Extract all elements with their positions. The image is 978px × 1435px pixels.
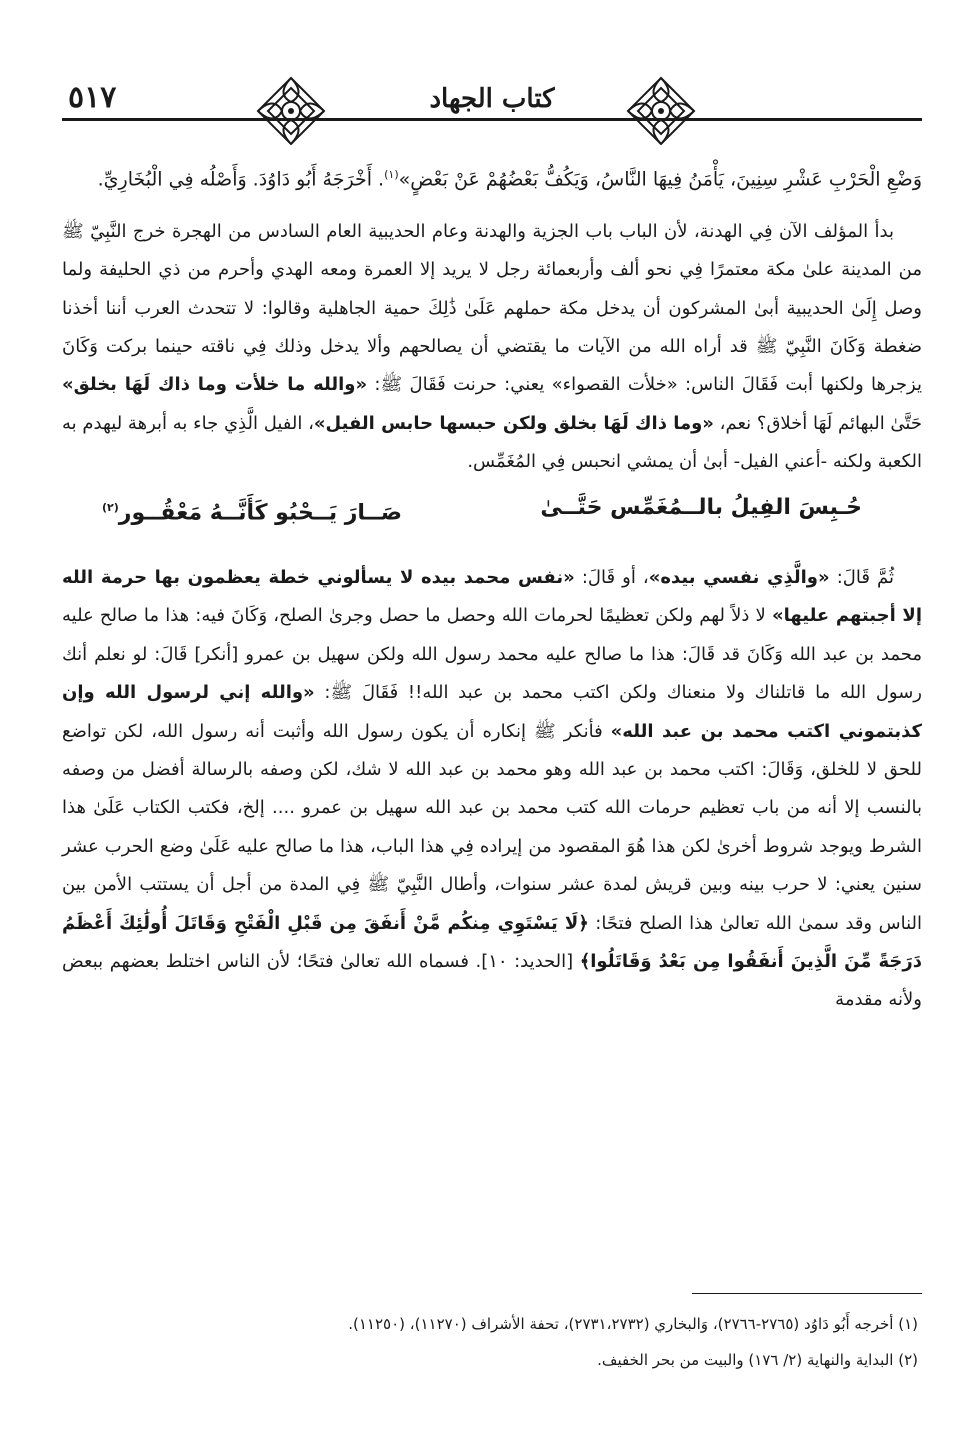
hadith-tail-paragraph: [62, 156, 922, 199]
page-number: ٥١٧: [68, 80, 117, 115]
quran-verse: ﴿لَا يَسْتَوِي مِنكُم مَّنْ أَنفَقَ مِن قَبْلِ الْفَتْحِ وَقَاتَلَ أُولَٰئِكَ أَعْظَمُ دَرَجَةً مِّنَ الَّذِينَ أَنفَقُوا مِن بَعْدُ وَقَاتَلُوا﴾: [62, 912, 922, 972]
ornament-right-icon: [624, 74, 698, 148]
footnotes: [62, 1306, 918, 1378]
poem-verse: [62, 482, 922, 533]
running-title: كتاب الجهاد: [429, 84, 555, 114]
commentary-paragraph-1: [62, 213, 922, 482]
paragraph-text: لا ذلاً لهم ولكن تعظيمًا لحرمات الله وحصل ما حصل وجرىٰ الصلح، وَكَانَ فيه: هذا ما صالح عليه محمد بن عبد الله وَكَانَ قد قَالَ: هذا ما صالح عليه محمد رسول الله ولكن سهيل بن عمرو [أنكر] قَالَ: لو نعلم أنك رسول الله ما قاتلناك ولا منعناك ولكن اكتب محمد بن عبد الله!! فَقَالَ ﷺ:: [62, 605, 922, 704]
paragraph-text: ، الفيل الَّذِي جاء به أبرهة ليهدم به الكعبة ولكنه -أعني الفيل- أبىٰ أن يمشي انحبس فِي المُغَمِّس.: [62, 412, 922, 473]
hadith-source: . أَخْرَجَهُ أَبُو دَاوُدَ. وَأَصْلُه فِي الْبُخَارِيِّ.: [97, 168, 385, 191]
page-body: [62, 156, 922, 1020]
page-header: [62, 80, 922, 142]
paragraph-text: حَتَّىٰ البهائم لَهَا أخلاق؟ نعم،: [713, 412, 922, 434]
header-rule: [62, 118, 922, 121]
footnote-ref-1: (١): [384, 168, 399, 181]
commentary-paragraph-2: [62, 559, 922, 1020]
quote-text: «والله ما خلأت وما ذاك لَهَا بخلق»: [62, 374, 368, 396]
footnote-ref-2: (٢): [102, 500, 119, 514]
quote-text: «وما ذاك لَهَا بخلق ولكن حبسها حابس الفيل»: [313, 412, 714, 434]
poem-first-hemistich: حُـبِسَ الفِيلُ بالــمُغَمِّس حَتَّــىٰ: [540, 494, 862, 520]
paragraph-text: ، أو قَالَ:: [574, 566, 649, 588]
quran-reference: [الحديد: ١٠]: [481, 950, 580, 972]
footnote-1: (١) أخرجه أَبُو دَاوُد (٢٧٦٥-٢٧٦٦)، وَالبخاري (٢٧٣١،٢٧٣٢)، تحفة الأشراف (١١٢٧٠)، (١١٢٥٠).: [348, 1315, 918, 1333]
paragraph-text: بدأ المؤلف الآن فِي الهدنة، لأن الباب باب الجزية والهدنة وعام الحديبية العام السادس من الهجرة خرج النَّبِيّ ﷺ من المدينة علىٰ مكة معتمرًا فِي نحو ألف وأربعمائة رجل لا يريد إلا العمرة ومعه الهدي وأحرم من ذي الحليفة ولما وصل إِلَىٰ الحديبية أبىٰ المشركون أن يدخل مكة حملهم عَلَىٰ ذَٰلِكَ حمية الجاهلية وقالوا: لا تتحدث العرب أننا أخذنا ضغطة وَكَانَ النَّبِيّ ﷺ قد أراه الله من الآيات ما يقتضي أن يصالحهم وألا يدخل وذلك فِي ناقته حينما بركت وَكَانَ يزجرها ولكنها أبت فَقَالَ الناس: «خلأت القصواء» يعني: حرنت فَقَالَ ﷺ:: [62, 220, 922, 396]
quote-text: «والله إني لرسول الله وإن كذبتموني اكتب محمد بن عبد الله»: [62, 682, 922, 742]
footnote-separator: [692, 1293, 922, 1294]
footnote-2: (٢) البداية والنهاية (٢/ ١٧٦) والبيت من بحر الخفيف.: [597, 1351, 918, 1369]
paragraph-text: ثُمَّ قَالَ:: [829, 566, 894, 588]
quote-text: «والَّذِي نفسي بيده»: [648, 566, 830, 588]
quote-text: «نفس محمد بيده لا يسألوني خطة يعظمون بها حرمة الله إلا أجبتهم عليها»: [62, 566, 922, 627]
hadith-text: وَضْعِ الْحَرْبِ عَشْرِ سِنِينَ، يَأْمَنُ فِيهَا النَّاسُ، وَيَكُفُّ بَعْضُهُمْ عَنْ بَعْضٍ»: [398, 168, 922, 191]
poem-second-hemistich: [102, 488, 402, 533]
paragraph-text: فأنكر ﷺ إنكاره أن يكون رسول الله وأثبت أنه رسول الله، لكن تواضع للحق لا للخلق، وَقَالَ: اكتب محمد بن عبد الله وهو محمد بن عبد الله لا شك، لكن وصفه بالرسالة أفضل من وصفه بالنسب إلا أنه من باب تعظيم حرمات الله كتب محمد بن عبد الله سهيل بن عمرو .... إلخ، فكتب الكتاب عَلَىٰ هذا الشرط ويوجد شروط أخرىٰ لكن هذا هُوَ المقصود من إيراده فِي هذا الباب، هذا ما صالح عليه عَلَىٰ وضع الحرب عشر سنين يعني: لا حرب بينه وبين قريش لمدة عشر سنوات، وأطال النَّبِيّ ﷺ فِي المدة من أجل أن يستتب الأمن بين الناس وقد سمىٰ الله تعالىٰ هذا الصلح فتحًا:: [62, 720, 922, 934]
paragraph-text: . فسماه الله تعالىٰ فتحًا؛ لأن الناس اختلط بعضهم ببعض ولأنه مقدمة: [62, 950, 922, 1011]
poem-second-text: صَــارَ يَــحْبُو كَأَنَّــهُ مَعْقُــور: [118, 499, 402, 525]
